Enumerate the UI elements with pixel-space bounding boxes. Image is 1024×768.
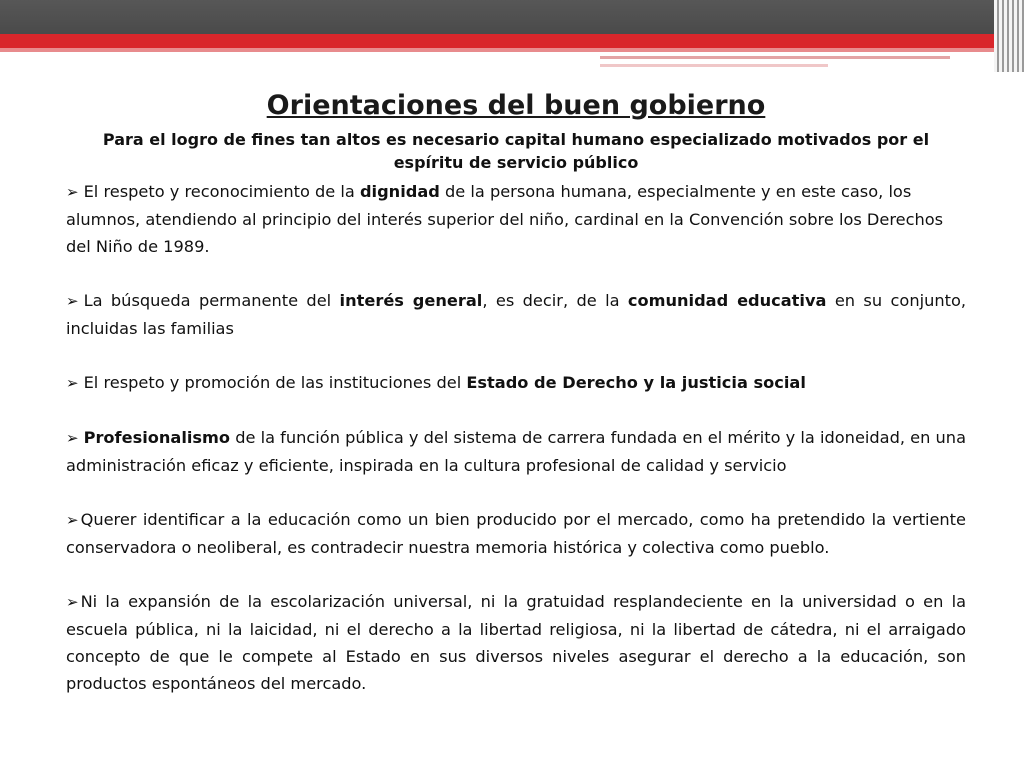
header-accent-line-short [600,64,828,67]
bullet-text: El respeto y reconocimiento de la [83,182,360,201]
bullet-text: , es decir, de la [482,291,628,310]
arrow-bullet-icon: ➢ [66,292,79,310]
bullet-item [66,588,966,697]
bullet-bold-text: interés general [339,291,483,310]
bullet-bold-text: comunidad educativa [627,291,827,310]
bullet-bold-text: dignidad [359,182,440,201]
bullet-list [66,178,966,697]
arrow-bullet-icon: ➢ [66,593,79,611]
bullet-text: El respeto y promoción de las instituciones del [83,373,467,392]
header-vertical-stripes [994,0,1024,72]
bullet-item [66,506,966,561]
header-red-thin-stripe [0,48,1024,52]
arrow-bullet-icon: ➢ [66,511,79,529]
bullet-text: La búsqueda permanente del [83,291,340,310]
bullet-bold-text: Estado de Derecho y la justicia social [466,373,806,392]
bullet-text: de la persona humana, especialmente y en este caso, los alumnos, atendiendo al principio del interés superior del niño, cardinal en la Convención sobre los Derechos del Niño de 1989. [66,182,944,256]
slide-content [66,88,966,724]
slide-title: Orientaciones del buen gobierno [266,90,766,121]
bullet-text: Querer identificar a la educación como un bien producido por el mercado, como ha pretendido la vertiente conservadora o neoliberal, es contradecir nuestra memoria histórica y colectiva como pueblo. [66,510,966,557]
bullet-item [66,287,966,342]
arrow-bullet-icon: ➢ [66,183,79,201]
bullet-text: en su conjunto, incluidas las familias [66,291,966,338]
arrow-bullet-icon: ➢ [66,429,79,447]
bullet-text: de la función pública y del sistema de carrera fundada en el mérito y la idoneidad, en una administración eficaz y eficiente, inspirada en la cultura profesional de calidad y servicio [66,428,966,475]
bullet-item [66,369,966,397]
bullet-bold-text: Profesionalismo [83,428,231,447]
bullet-text: Ni la expansión de la escolarización universal, ni la gratuidad resplandeciente en la universidad o en la escuela pública, ni la laicidad, ni el derecho a la libertad religiosa, ni la libertad de cátedra, ni el arraigado concepto de que le compete al Estado en sus diversos niveles asegurar el derecho a la educación, son productos espontáneos del mercado. [66,592,966,693]
header-dark-stripe [0,0,1024,34]
bullet-item [66,178,966,260]
header-band [0,0,1024,72]
slide-subtitle: Para el logro de fines tan altos es necesario capital humano especializado motivados por el espíritu de servicio público [102,130,930,172]
header-red-stripe [0,34,1024,48]
arrow-bullet-icon: ➢ [66,374,79,392]
header-accent-line [600,56,950,59]
bullet-item [66,424,966,479]
